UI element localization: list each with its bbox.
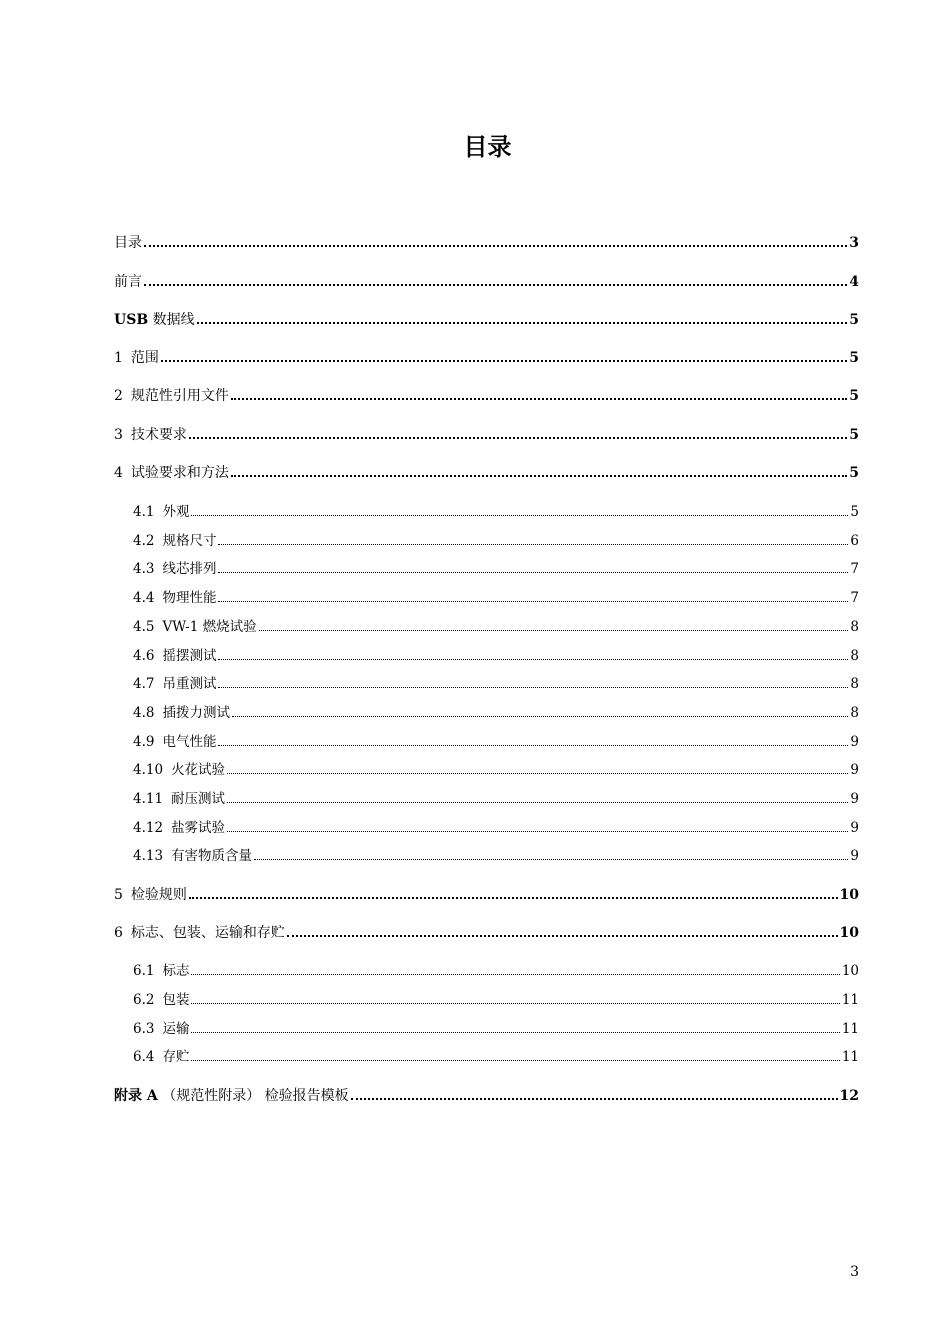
toc-entry-number: 6.4 — [133, 1049, 155, 1065]
toc-entry-page: 9 — [850, 762, 859, 778]
toc-entry-page: 5 — [849, 388, 859, 404]
toc-entry-label-group — [133, 732, 216, 752]
toc-entry-number: 4.7 — [133, 676, 155, 692]
toc-leader-dots — [259, 629, 849, 631]
toc-leader-dots — [191, 1059, 839, 1061]
toc-entry-label-group — [114, 923, 285, 943]
toc-entry-6-1[interactable] — [133, 961, 859, 981]
toc-entry-label-group — [133, 961, 189, 981]
toc-leader-dots — [287, 934, 838, 937]
toc-entry-page: 9 — [850, 848, 859, 864]
toc-entry-4-7[interactable] — [133, 674, 859, 694]
toc-entry-label: （规范性附录） 检验报告模板 — [157, 1088, 349, 1104]
toc-entry-number: 4.1 — [133, 504, 155, 520]
toc-entry-label-group — [133, 1019, 189, 1039]
toc-entry-page: 11 — [841, 1021, 859, 1037]
toc-entry-4-4[interactable] — [133, 588, 859, 608]
toc-leader-dots — [191, 1002, 839, 1004]
toc-entry-number: 1 — [114, 350, 123, 366]
toc-entry-page: 8 — [850, 705, 859, 721]
toc-entry-inspection-rules[interactable] — [114, 885, 859, 905]
toc-entry-label-group — [114, 348, 159, 368]
toc-entry-number: 4.4 — [133, 590, 155, 606]
toc-entry-label: 线芯排列 — [162, 561, 217, 577]
toc-entry-page: 4 — [849, 274, 859, 290]
toc-entry-appendix-a[interactable] — [114, 1086, 859, 1106]
toc-entry-4-1[interactable] — [133, 502, 859, 522]
toc-entry-label: 插拨力测试 — [162, 705, 230, 721]
toc-leader-dots — [254, 858, 848, 860]
toc-entry-label: 技术要求 — [130, 427, 187, 443]
page-number: 3 — [850, 1264, 859, 1280]
toc-entry-label: 运输 — [162, 1021, 190, 1037]
toc-entry-label-group — [133, 789, 225, 809]
toc-entry-page: 7 — [850, 561, 859, 577]
toc-entry-label-group — [114, 425, 187, 445]
toc-entry-label-group — [133, 1047, 189, 1067]
toc-entry-normative-references[interactable] — [114, 386, 859, 406]
toc-entry-page: 12 — [839, 1088, 859, 1104]
toc-entry-label: 检验规则 — [130, 887, 187, 903]
toc-entry-number: 4.9 — [133, 734, 155, 750]
toc-entry-4-10[interactable] — [133, 760, 859, 780]
toc-leader-dots — [227, 772, 848, 774]
toc-entry-number: 4.11 — [133, 791, 164, 807]
toc-entry-6-3[interactable] — [133, 1019, 859, 1039]
toc-entry-4-12[interactable] — [133, 818, 859, 838]
toc-entry-label-bold: 附录 A — [114, 1088, 158, 1104]
toc-leader-dots — [231, 474, 847, 477]
toc-entry-label-group — [133, 818, 225, 838]
toc-entry-label: VW-1 燃烧试验 — [162, 619, 257, 635]
toc-leader-dots — [232, 715, 848, 717]
toc-leader-dots — [218, 543, 848, 545]
toc-entry-page: 5 — [850, 504, 859, 520]
toc-entry-4-3[interactable] — [133, 559, 859, 579]
toc-leader-dots — [218, 686, 848, 688]
toc-entry-label: 规格尺寸 — [162, 533, 217, 549]
toc-entry-label-group — [133, 559, 216, 579]
toc-entry-label: 耐压测试 — [171, 791, 226, 807]
toc-entry-page: 8 — [850, 619, 859, 635]
toc-entry-label: 包装 — [162, 992, 190, 1008]
toc-leader-dots — [189, 436, 847, 439]
toc-entry-page: 8 — [850, 648, 859, 664]
toc-entry-page: 5 — [849, 350, 859, 366]
toc-entry-label: 标志、包装、运输和存贮 — [130, 925, 285, 941]
page-title: 目录 — [463, 133, 512, 161]
toc-entry-label: 标志 — [162, 963, 190, 979]
toc-entry-label-group — [133, 760, 225, 780]
toc-entry-label: 存贮 — [162, 1049, 190, 1065]
toc-entry-number: 4 — [114, 465, 123, 481]
toc-entry-page: 7 — [850, 590, 859, 606]
toc-entry-label-group — [114, 885, 187, 905]
toc-entry-test-methods[interactable] — [114, 463, 859, 483]
toc-leader-dots — [191, 514, 848, 516]
toc-entry-label: 前言 — [114, 274, 142, 290]
toc-entry-number: 4.5 — [133, 619, 155, 635]
toc-leader-dots — [227, 830, 848, 832]
toc-leader-dots — [231, 397, 847, 400]
toc-entry-4-6[interactable] — [133, 646, 859, 666]
toc-entry-number: 4.12 — [133, 820, 164, 836]
toc-leader-dots — [218, 744, 848, 746]
toc-entry-number: 4.8 — [133, 705, 155, 721]
toc-entry-4-9[interactable] — [133, 732, 859, 752]
toc-entry-label: 目录 — [114, 235, 142, 251]
toc-entry-marking-packaging[interactable] — [114, 923, 859, 943]
toc-leader-dots — [218, 658, 848, 660]
toc-entry-page: 9 — [850, 791, 859, 807]
toc-entry-page: 10 — [841, 963, 859, 979]
toc-entry-page: 10 — [839, 887, 859, 903]
toc-entry-page: 10 — [839, 925, 859, 941]
toc-entry-label: 范围 — [130, 350, 159, 366]
toc-entry-4-8[interactable] — [133, 703, 859, 723]
toc-entry-label: 数据线 — [148, 312, 195, 328]
toc-entry-label: 规范性引用文件 — [130, 388, 229, 404]
toc-entry-scope[interactable] — [114, 348, 859, 368]
toc-entry-number: 6.3 — [133, 1021, 155, 1037]
toc-entry-foreword[interactable] — [114, 272, 859, 292]
toc-entry-number: 6 — [114, 925, 123, 941]
toc-entry-number: 4.3 — [133, 561, 155, 577]
toc-entry-page: 5 — [849, 465, 859, 481]
toc-leader-dots — [161, 359, 847, 362]
toc-entry-6-4[interactable] — [133, 1047, 859, 1067]
toc-leader-dots — [227, 801, 848, 803]
toc-entry-label-group — [133, 617, 257, 637]
toc-entry-label-bold: USB — [114, 312, 149, 328]
toc-entry-label-group — [133, 646, 216, 666]
toc-leader-dots — [351, 1097, 838, 1100]
toc-entry-4-2[interactable] — [133, 531, 859, 551]
toc-entry-number: 2 — [114, 388, 123, 404]
toc-entry-label: 物理性能 — [162, 590, 217, 606]
toc-leader-dots — [197, 321, 848, 324]
toc-entry-number: 4.10 — [133, 762, 164, 778]
toc-leader-dots — [218, 571, 848, 573]
toc-entry-label-group — [133, 502, 189, 522]
toc-entry-label-group — [114, 386, 229, 406]
toc-entry-page: 9 — [850, 734, 859, 750]
toc-entry-number: 6.2 — [133, 992, 155, 1008]
toc-entry-label-group — [133, 990, 189, 1010]
toc-entry-number: 5 — [114, 887, 123, 903]
toc-entry-label: 电气性能 — [162, 734, 217, 750]
toc-leader-dots — [218, 600, 848, 602]
toc-entry-page: 8 — [850, 676, 859, 692]
toc-entry-page: 5 — [849, 427, 859, 443]
toc-leader-dots — [144, 283, 847, 286]
toc-entry-technical-requirements[interactable] — [114, 425, 859, 445]
toc-entry-number: 3 — [114, 427, 123, 443]
toc-entry-number: 4.6 — [133, 648, 155, 664]
toc-entry-6-2[interactable] — [133, 990, 859, 1010]
toc-entry-4-13[interactable] — [133, 846, 859, 866]
toc-entry-page: 5 — [849, 312, 859, 328]
toc-entry-number: 6.1 — [133, 963, 155, 979]
toc-entry-label: 吊重测试 — [162, 676, 217, 692]
toc-entry-label-group — [114, 463, 229, 483]
toc-entry-contents[interactable] — [114, 233, 859, 253]
toc-entry-label-group — [114, 1086, 349, 1106]
toc-entry-label-group — [133, 531, 216, 551]
toc-leader-dots — [189, 896, 838, 899]
toc-entry-4-11[interactable] — [133, 789, 859, 809]
toc-entry-label-group — [114, 310, 195, 330]
toc-entry-label: 试验要求和方法 — [130, 465, 229, 481]
toc-entry-page: 11 — [841, 992, 859, 1008]
toc-entry-number: 4.13 — [133, 848, 164, 864]
toc-leader-dots — [191, 1031, 839, 1033]
toc-entry-usb-cable[interactable] — [114, 310, 859, 330]
toc-entry-label-group — [133, 703, 230, 723]
toc-entry-page: 3 — [849, 235, 859, 251]
toc-entry-4-5[interactable] — [133, 617, 859, 637]
toc-entry-label-group — [133, 674, 216, 694]
toc-entry-label-group — [133, 846, 252, 866]
toc-leader-dots — [144, 244, 847, 247]
toc-entry-label: 外观 — [162, 504, 190, 520]
toc-entry-page: 9 — [850, 820, 859, 836]
toc-entry-page: 11 — [841, 1049, 859, 1065]
toc-entry-page: 6 — [850, 533, 859, 549]
toc-entry-label: 盐雾试验 — [171, 820, 226, 836]
toc-entry-label: 摇摆测试 — [162, 648, 217, 664]
toc-entry-label-group — [133, 588, 216, 608]
toc-entry-label: 火花试验 — [171, 762, 226, 778]
toc-leader-dots — [191, 973, 839, 975]
toc-entry-number: 4.2 — [133, 533, 155, 549]
toc-entry-label: 有害物质含量 — [171, 848, 253, 864]
